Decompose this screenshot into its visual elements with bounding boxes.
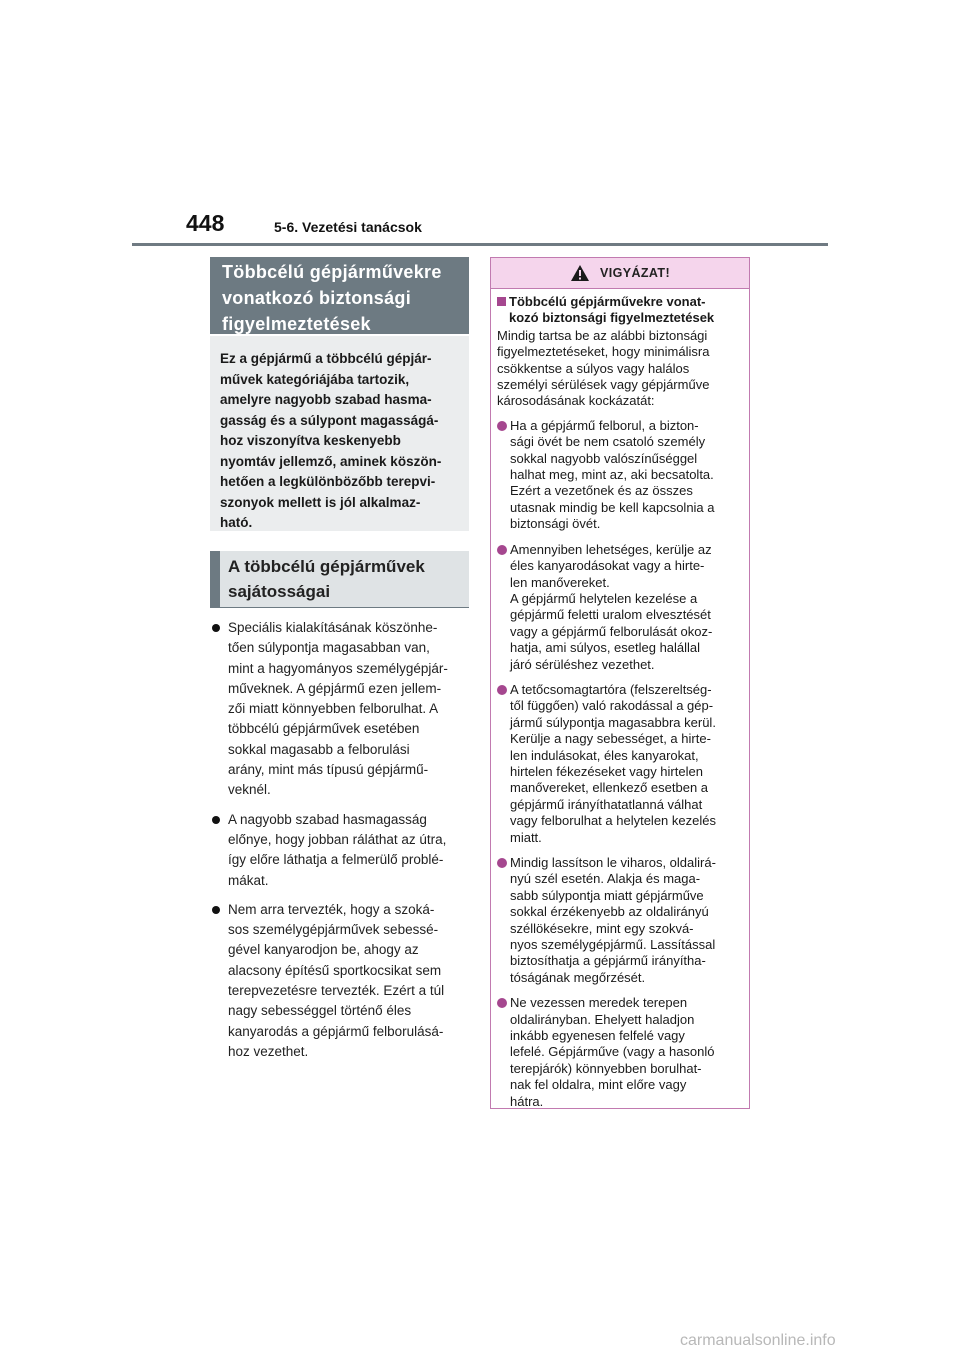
caution-line: hirtelen fékezéseket vagy hirtelen [510,763,703,779]
caution-body [491,289,749,1110]
bullet-dot-icon [497,685,507,695]
bullet-line: terepvezetésre tervezték. Ezért a túl [228,983,445,999]
bullet-dot-icon [212,906,220,914]
caution-line: len indulásokat, éles kanyarokat, [510,747,699,763]
caution-line: Amennyiben lehetséges, kerülje az [510,541,712,557]
caution-line: vagy a gépjármű felborulását okoz- [510,623,713,639]
caution-line: biztosíthatja a gépjármű irányítha- [510,953,706,969]
heading-line: Többcélú gépjárművekre [222,262,442,282]
caution-line: lefelé. Gépjárműve (vagy a hasonló [510,1044,715,1060]
list-item [497,995,744,1110]
bullet-dot-icon [497,858,507,868]
bullet-line: mákat. [228,872,269,888]
intro-line: amelyre nagyobb szabad hasma- [220,392,432,407]
caution-line: Mindig lassítson le viharos, oldalirá- [510,855,716,870]
intro-line: hoz viszonyítva keskenyebb [220,433,401,448]
bullet-line: kanyarodás a gépjármű felborulásá- [228,1023,444,1039]
list-item [210,810,472,891]
caution-header [491,258,749,289]
features-subheading [210,551,469,608]
bullet-line: előnye, hogy jobban ráláthat az útra, [228,831,447,847]
caution-intro-line: csökkentse a súlyos vagy halálos [497,360,690,376]
caution-intro-line: károsodásának kockázatát: [497,393,655,409]
caution-line: től függően) való rakodással a gép- [510,698,714,714]
bullet-line: tően súlypontja magasabban van, [228,640,430,656]
bullet-line: többcélú gépjárművek esetében [228,721,420,737]
bullet-line: Speciális kialakításának köszönhe- [228,620,438,635]
bullet-line: veknél. [228,782,271,798]
bullet-line: így előre láthatja a felmerülő problé- [228,852,444,868]
intro-line: Ez a gépjármű a többcélú gépjár- [220,351,432,366]
caution-line: oldalirányban. Ehelyett haladjon [510,1011,695,1027]
caution-line: nak fel oldalra, mint előre vagy [510,1077,687,1093]
page-number: 448 [186,210,225,236]
caution-line: hátra. [510,1093,544,1109]
intro-line: művek kategóriájába tartozik, [220,371,410,387]
caution-line: Kerülje a nagy sebességet, a hirte- [510,731,711,747]
list-item [210,618,472,801]
intro-line: ható. [220,515,253,530]
bullet-line: műveknek. A gépjármű ezen jellem- [228,680,442,696]
caution-line: Ezért a vezetőnek és az összes [510,483,693,499]
bullet-line: arány, mint más típusú gépjármű- [228,762,429,778]
bullet-dot-icon [497,545,507,555]
caution-line: sokkal nagyobb valószínűséggel [510,450,698,466]
caution-line: sabb súlypontja miatt gépjárműve [510,887,704,903]
bullet-line: A nagyobb szabad hasmagasság [228,811,427,827]
list-item [497,418,744,533]
intro-line: gasság és a súlypont magasságá- [220,412,439,428]
heading-line: figyelmeztetések [222,314,371,334]
caution-line: tóságának megőrzését. [510,969,646,985]
caution-line: nyos személygépjármű. Lassítással [510,937,716,953]
section-title: 5-6. Vezetési tanácsok [274,219,422,235]
caution-line: biztonsági övét. [510,516,601,532]
subheading-line: A többcélú gépjárművek [228,557,425,576]
caution-line: halhat meg, mint az, aki becsatolta. [510,467,714,483]
caution-line: Ha a gépjármű felborul, a bizton- [510,417,699,433]
feature-bullet-list [210,618,472,1071]
bullet-line: zői miatt könnyebben felborulhat. A [228,701,439,717]
list-item [497,682,744,846]
bullet-dot-icon [497,998,507,1008]
caution-title-line: kozó biztonsági figyelmeztetések [509,310,715,326]
caution-line: utasnak mindig be kell kapcsolnia a [510,499,715,515]
intro-line: nyomtáv jellemző, aminek köszön- [220,453,442,469]
intro-box [210,336,469,531]
caution-line: A tetőcsomagtartóra (felszereltség- [510,681,712,697]
safety-heading [210,257,469,334]
bullet-dot-icon [212,816,220,824]
caution-intro-line: figyelmeztetéseket, hogy minimálisra [497,344,710,360]
intro-line: szonyok mellett is jól alkalmaz- [220,494,421,510]
caution-line: járó sérüléshez vezethet. [510,656,655,672]
caution-line: éles kanyarodásokat vagy a hirte- [510,558,705,574]
caution-line: jármű súlypontja magasabbra kerül. [510,714,716,730]
caution-line: sági övét be nem csatoló személy [510,434,706,450]
subheading-line: sajátosságai [228,582,331,601]
square-bullet-icon [497,297,506,306]
caution-title [497,294,744,327]
caution-label: VIGYÁZAT! [599,266,671,280]
caution-line: vagy felborulhat a helytelen kezelés [510,813,716,829]
bullet-line: Nem arra tervezték, hogy a szoká- [228,901,435,917]
caution-line: miatt. [510,829,542,845]
caution-line: széllökésekre, mint egy szokvá- [510,920,694,936]
caution-line: len manővereket. [510,574,610,590]
caution-line: sokkal érzékenyebb az oldalirányú [510,904,709,920]
warning-triangle-icon [570,264,590,282]
caution-title-line: Többcélú gépjárművekre vonat- [509,294,706,309]
heading-line: vonatkozó biztonsági [222,288,412,308]
bullet-line: sos személygépjárművek sebessé- [228,922,439,938]
caution-line: gépjármű feletti uralom elvesztését [510,607,711,623]
intro-line: hetően a legkülönbözőbb terepvi- [220,474,436,489]
bullet-dot-icon [212,624,220,632]
bullet-line: nagy sebességgel történő éles [228,1003,412,1019]
caution-intro [497,328,744,410]
caution-intro-line: Mindig tartsa be az alábbi biztonsági [497,327,708,343]
bullet-line: hoz vezethet. [228,1043,309,1059]
caution-line: manővereket, ellenkező esetben a [510,780,709,796]
caution-line: inkább egyenesen felfelé vagy [510,1028,685,1044]
bullet-line: alacsony építésű sportkocsikat sem [228,962,442,978]
bullet-line: sokkal magasabb a felborulási [228,741,410,757]
bullet-line: mint a hagyományos személygépjár- [228,660,448,676]
caution-line: Ne vezessen meredek terepen [510,995,688,1011]
bullet-dot-icon [497,421,507,431]
caution-line: A gépjármű helytelen kezelése a [510,590,698,606]
caution-line: terepjárók) könnyebben borulhat- [510,1060,702,1076]
caution-line: gépjármű irányíthatatlanná válhat [510,796,703,812]
list-item [497,855,744,986]
caution-line: hatja, ami súlyos, esetleg halállal [510,640,701,656]
caution-box [490,257,750,1109]
bullet-line: gével kanyarodjon be, ahogy az [228,942,419,958]
list-item [210,900,472,1062]
header-divider [132,243,828,246]
watermark-link[interactable]: carmanualsonline.info [680,1332,836,1349]
caution-line: nyú szél esetén. Alakja és maga- [510,871,701,887]
list-item [497,542,744,673]
caution-intro-line: személyi sérülések vagy gépjárműve [497,377,710,393]
